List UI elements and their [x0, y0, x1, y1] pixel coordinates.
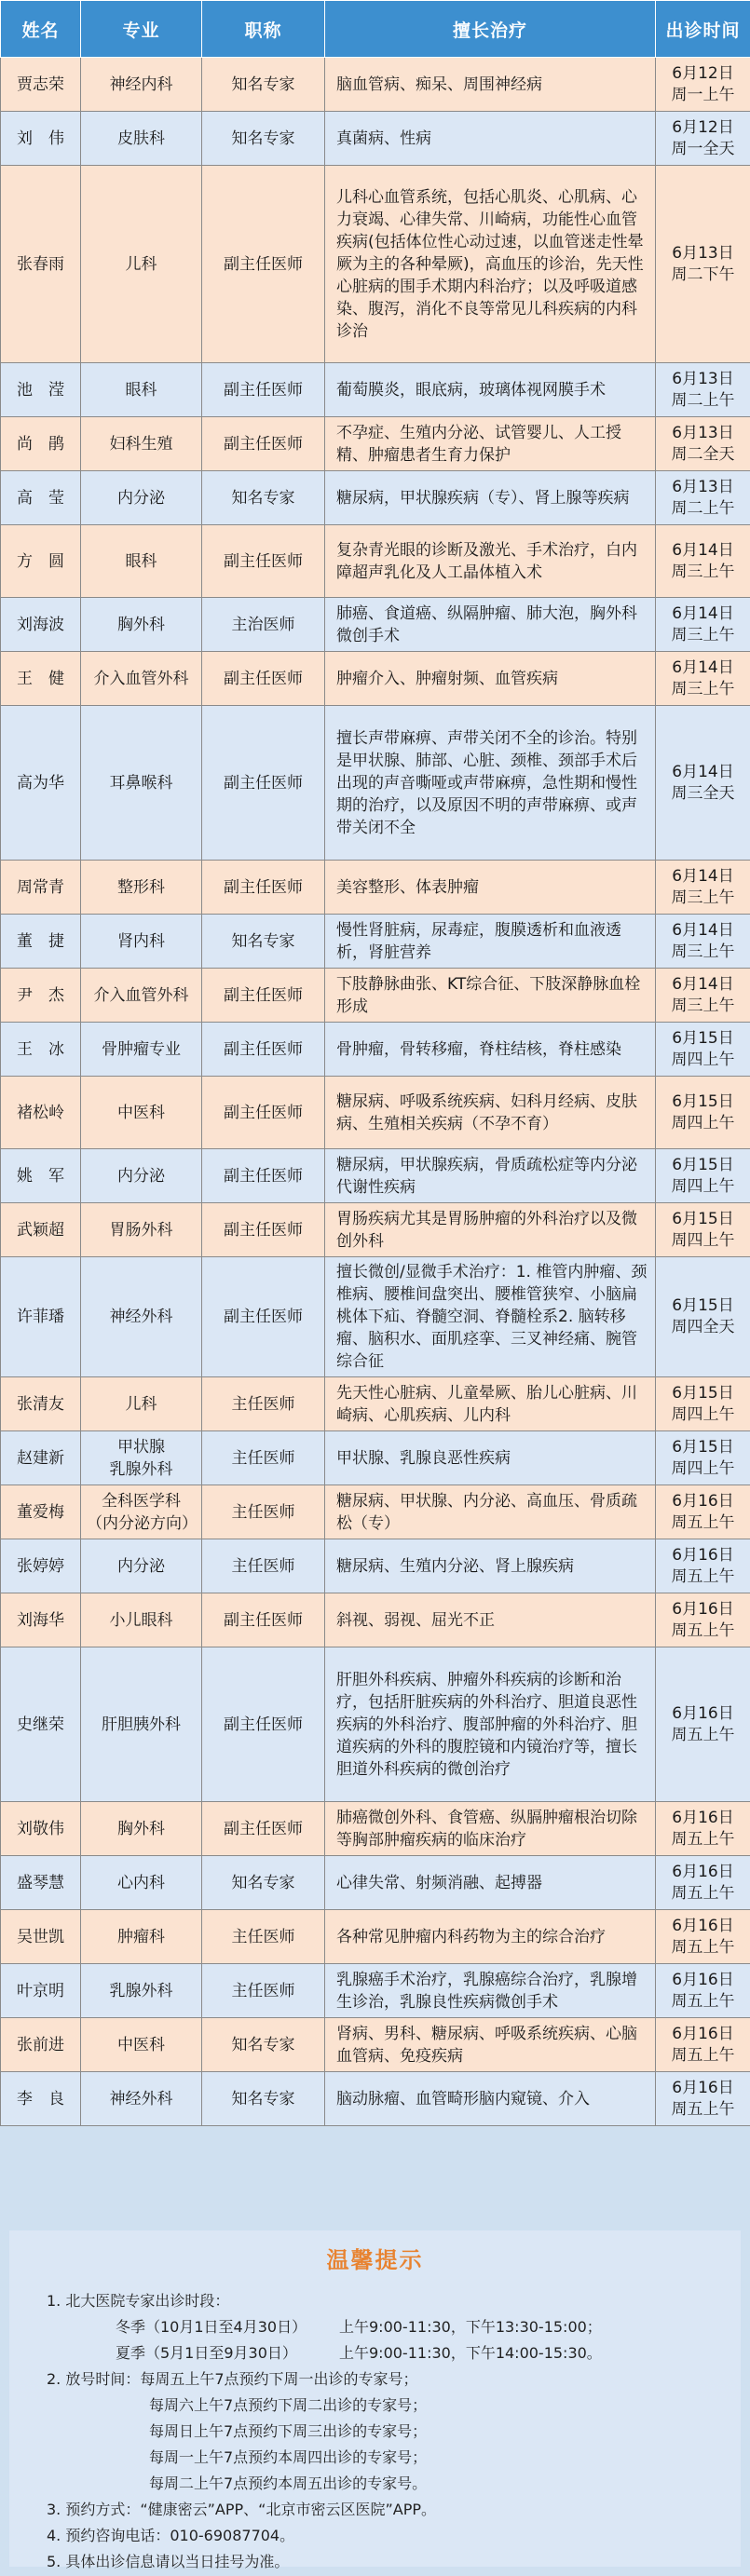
cell-dept	[81, 1203, 202, 1257]
table-row	[1, 166, 750, 363]
table-row	[1, 1856, 750, 1910]
dept-line: 内分泌	[117, 1556, 165, 1576]
time-date: 6月15日	[672, 1209, 734, 1228]
cell-time	[656, 1910, 750, 1964]
cell-name: 高 莹	[1, 471, 81, 525]
header-name: 姓名	[1, 1, 81, 58]
cell-specialty: 美容整形、体表肿瘤	[325, 861, 656, 915]
table-row	[1, 2072, 750, 2126]
tips-body	[47, 2288, 736, 2575]
cell-specialty: 脑动脉瘤、血管畸形脑内窥镜、介入	[325, 2072, 656, 2126]
cell-title: 副主任医师	[202, 1593, 325, 1647]
cell-dept	[81, 1077, 202, 1149]
cell-name: 刘 伟	[1, 112, 81, 166]
table-row	[1, 915, 750, 969]
table-row	[1, 1910, 750, 1964]
cell-time	[656, 1856, 750, 1910]
cell-name: 张婷婷	[1, 1539, 81, 1593]
dept-line: 介入血管外科	[93, 669, 189, 688]
dept-line: 小儿眼科	[109, 1610, 173, 1630]
dept-line: 皮肤科	[117, 129, 165, 148]
cell-name: 刘海波	[1, 598, 81, 652]
time-date: 6月14日	[672, 866, 734, 886]
cell-specialty: 擅长声带麻痹、声带关闭不全的诊治。特别是甲状腺、肺部、心脏、颈椎、颈部手术后出现的声音嘶哑或声带麻痹，急性期和慢性期的治疗，以及原因不明的声带麻痹、或声带关闭不全	[325, 706, 656, 861]
cell-title: 主任医师	[202, 1431, 325, 1485]
cell-time	[656, 598, 750, 652]
table-row	[1, 861, 750, 915]
time-session: 周五上午	[671, 1883, 735, 1903]
cell-name: 王 冰	[1, 1023, 81, 1077]
dept-line: 中医科	[117, 2035, 165, 2054]
tips-winter	[47, 2314, 736, 2340]
dept-line: 儿科	[125, 254, 157, 274]
cell-specialty: 斜视、弱视、屈光不正	[325, 1593, 656, 1647]
table-row	[1, 1077, 750, 1149]
cell-title: 副主任医师	[202, 363, 325, 417]
cell-time	[656, 58, 750, 112]
table-row	[1, 1539, 750, 1593]
cell-specialty: 肺癌微创外科、食管癌、纵膈肿瘤根治切除等胸部肿瘤疾病的临床治疗	[325, 1802, 656, 1856]
time-date: 6月16日	[672, 2078, 734, 2097]
time-date: 6月15日	[672, 1296, 734, 1315]
tips-item-2e: 每周二上午7点预约本周五出诊的专家号。	[149, 2474, 428, 2492]
cell-time	[656, 861, 750, 915]
time-date: 6月16日	[672, 1970, 734, 1989]
cell-name: 褚松岭	[1, 1077, 81, 1149]
cell-title: 副主任医师	[202, 652, 325, 706]
dept-line: 胸外科	[117, 615, 165, 634]
time-date: 6月12日	[672, 117, 734, 137]
cell-time	[656, 1647, 750, 1802]
header-title: 职称	[202, 1, 325, 58]
cell-name: 叶京明	[1, 1964, 81, 2018]
dept-line: 肿瘤科	[117, 1927, 165, 1946]
table-row	[1, 1964, 750, 2018]
cell-dept	[81, 1023, 202, 1077]
time-date: 6月16日	[672, 1703, 734, 1723]
time-date: 6月13日	[672, 243, 734, 263]
cell-time	[656, 1593, 750, 1647]
dept-line: 内分泌	[117, 488, 165, 508]
time-date: 6月13日	[672, 423, 734, 442]
dept-line: （内分泌方向）	[87, 1513, 198, 1533]
cell-name: 董 捷	[1, 915, 81, 969]
cell-dept	[81, 363, 202, 417]
winter-time: 上午9:00-11:30，下午13:30-15:00；	[339, 2318, 602, 2336]
cell-dept	[81, 861, 202, 915]
cell-title: 知名专家	[202, 915, 325, 969]
time-date: 6月15日	[672, 1383, 734, 1403]
table-row	[1, 1485, 750, 1539]
cell-title: 副主任医师	[202, 1257, 325, 1377]
cell-specialty: 复杂青光眼的诊断及激光、手术治疗，白内障超声乳化及人工晶体植入术	[325, 525, 656, 598]
time-session: 周三全天	[671, 783, 735, 803]
tips-item-3: 3. 预约方式：“健康密云”APP、“北京市密云区医院”APP。	[47, 2501, 436, 2518]
cell-name: 董爱梅	[1, 1485, 81, 1539]
tips-title: 温馨提示	[326, 2247, 424, 2273]
time-session: 周五上午	[671, 2099, 735, 2119]
time-session: 周五上午	[671, 1620, 735, 1640]
cell-title: 副主任医师	[202, 1203, 325, 1257]
cell-time	[656, 706, 750, 861]
cell-dept	[81, 706, 202, 861]
table-row	[1, 1149, 750, 1203]
time-session: 周三上午	[671, 942, 735, 961]
dept-line: 甲状腺	[117, 1437, 165, 1457]
tips-item-2c: 每周日上午7点预约下周三出诊的专家号；	[149, 2422, 428, 2440]
header-dept: 专业	[81, 1, 202, 58]
time-session: 周一全天	[671, 139, 735, 158]
table-row	[1, 1257, 750, 1377]
time-session: 周三上午	[671, 625, 735, 644]
time-session: 周五上午	[671, 1725, 735, 1744]
cell-specialty: 心律失常、射频消融、起搏器	[325, 1856, 656, 1910]
cell-name: 刘海华	[1, 1593, 81, 1647]
cell-dept	[81, 1539, 202, 1593]
cell-time	[656, 1077, 750, 1149]
cell-specialty: 胃肠疾病尤其是胃肠肿瘤的外科治疗以及微创外科	[325, 1203, 656, 1257]
time-session: 周三上午	[671, 996, 735, 1015]
cell-dept	[81, 598, 202, 652]
cell-specialty: 骨肿瘤，骨转移瘤，脊柱结核，脊柱感染	[325, 1023, 656, 1077]
table-row	[1, 652, 750, 706]
table-row	[1, 1802, 750, 1856]
cell-time	[656, 1485, 750, 1539]
cell-specialty: 儿科心血管系统，包括心肌炎、心肌病、心力衰竭、心律失常、川崎病，功能性心血管疾病(包括体位性心动过速，以血管迷走性晕厥为主的各种晕厥)，高血压的诊治，先天性心脏病的围手术期内科治疗；以及呼吸道感染、腹泻，消化不良等常见儿科疾病的内科诊治	[325, 166, 656, 363]
tips-box	[9, 2230, 741, 2570]
cell-specialty: 甲状腺、乳腺良恶性疾病	[325, 1431, 656, 1485]
cell-dept	[81, 1485, 202, 1539]
cell-dept	[81, 915, 202, 969]
cell-time	[656, 915, 750, 969]
time-session: 周二下午	[671, 264, 735, 284]
cell-title: 副主任医师	[202, 417, 325, 471]
cell-time	[656, 1023, 750, 1077]
cell-title: 副主任医师	[202, 1647, 325, 1802]
cell-time	[656, 166, 750, 363]
cell-name: 方 圆	[1, 525, 81, 598]
time-date: 6月14日	[672, 603, 734, 623]
time-date: 6月16日	[672, 1491, 734, 1511]
table-row	[1, 417, 750, 471]
cell-name: 尚 鹃	[1, 417, 81, 471]
time-session: 周五上午	[671, 1937, 735, 1957]
cell-specialty: 肿瘤介入、肿瘤射频、血管疾病	[325, 652, 656, 706]
cell-dept	[81, 2072, 202, 2126]
cell-title: 主任医师	[202, 1964, 325, 2018]
cell-dept	[81, 1593, 202, 1647]
cell-dept	[81, 471, 202, 525]
dept-line: 肾内科	[117, 931, 165, 951]
table-row	[1, 1203, 750, 1257]
dept-line: 妇科生殖	[109, 434, 173, 454]
cell-time	[656, 969, 750, 1023]
cell-specialty: 肾病、男科、糖尿病、呼吸系统疾病、心脑血管病、免疫疾病	[325, 2018, 656, 2072]
time-session: 周二全天	[671, 444, 735, 464]
cell-title: 副主任医师	[202, 861, 325, 915]
cell-dept	[81, 1431, 202, 1485]
cell-dept	[81, 2018, 202, 2072]
cell-time	[656, 1149, 750, 1203]
cell-time	[656, 525, 750, 598]
cell-time	[656, 471, 750, 525]
table-row	[1, 1593, 750, 1647]
table-row	[1, 58, 750, 112]
cell-specialty: 各种常见肿瘤内科药物为主的综合治疗	[325, 1910, 656, 1964]
dept-line: 内分泌	[117, 1166, 165, 1186]
cell-name: 张春雨	[1, 166, 81, 363]
cell-dept	[81, 652, 202, 706]
dept-line: 神经内科	[109, 75, 173, 94]
time-session: 周四上午	[671, 1113, 735, 1132]
cell-specialty: 不孕症、生殖内分泌、试管婴儿、人工授精、肿瘤患者生育力保护	[325, 417, 656, 471]
cell-specialty: 脑血管病、痴呆、周围神经病	[325, 58, 656, 112]
cell-name: 姚 军	[1, 1149, 81, 1203]
table-row	[1, 969, 750, 1023]
time-date: 6月15日	[672, 1155, 734, 1174]
cell-title: 主任医师	[202, 1910, 325, 1964]
time-date: 6月14日	[672, 540, 734, 560]
cell-specialty: 糖尿病，甲状腺疾病，骨质疏松症等内分泌代谢性疾病	[325, 1149, 656, 1203]
cell-title: 副主任医师	[202, 1149, 325, 1203]
tips-item-2b: 每周六上午7点预约下周二出诊的专家号；	[149, 2396, 428, 2414]
dept-line: 眼科	[125, 380, 157, 400]
table-row	[1, 471, 750, 525]
cell-specialty: 肺癌、食道癌、纵隔肿瘤、肺大泡，胸外科微创手术	[325, 598, 656, 652]
cell-dept	[81, 1257, 202, 1377]
cell-specialty: 糖尿病、甲状腺、内分泌、高血压、骨质疏松（专）	[325, 1485, 656, 1539]
table-row	[1, 112, 750, 166]
table-row	[1, 2018, 750, 2072]
time-session: 周五上午	[671, 1566, 735, 1586]
cell-title: 主治医师	[202, 598, 325, 652]
cell-name: 吴世凯	[1, 1910, 81, 1964]
dept-line: 中医科	[117, 1103, 165, 1122]
time-date: 6月14日	[672, 974, 734, 994]
cell-title: 副主任医师	[202, 1802, 325, 1856]
cell-specialty: 乳腺癌手术治疗，乳腺癌综合治疗，乳腺增生诊治，乳腺良性疾病微创手术	[325, 1964, 656, 2018]
cell-specialty: 慢性肾脏病，尿毒症，腹膜透析和血液透析，肾脏营养	[325, 915, 656, 969]
cell-specialty: 葡萄膜炎，眼底病，玻璃体视网膜手术	[325, 363, 656, 417]
table-row	[1, 1431, 750, 1485]
cell-time	[656, 417, 750, 471]
cell-dept	[81, 1149, 202, 1203]
time-session: 周五上午	[671, 2045, 735, 2065]
dept-line: 心内科	[117, 1873, 165, 1892]
dept-line: 全科医学科	[102, 1491, 181, 1511]
cell-title: 知名专家	[202, 1856, 325, 1910]
time-date: 6月12日	[672, 63, 734, 83]
cell-title: 副主任医师	[202, 1077, 325, 1149]
cell-name: 周常青	[1, 861, 81, 915]
cell-name: 李 良	[1, 2072, 81, 2126]
time-date: 6月16日	[672, 1545, 734, 1565]
time-session: 周四上午	[671, 1230, 735, 1250]
cell-title: 副主任医师	[202, 166, 325, 363]
dept-line: 儿科	[125, 1394, 157, 1414]
cell-title: 知名专家	[202, 2072, 325, 2126]
cell-specialty: 真菌病、性病	[325, 112, 656, 166]
tips-item-1: 1. 北大医院专家出诊时段：	[47, 2292, 230, 2310]
table-row	[1, 1377, 750, 1431]
cell-time	[656, 1431, 750, 1485]
cell-time	[656, 2018, 750, 2072]
time-session: 周四上午	[671, 1404, 735, 1424]
winter-label: 冬季（10月1日至4月30日）	[116, 2318, 307, 2336]
dept-line: 肝胆胰外科	[102, 1715, 181, 1734]
time-session: 周二上午	[671, 498, 735, 518]
time-date: 6月15日	[672, 1091, 734, 1111]
time-session: 周四上午	[671, 1050, 735, 1069]
dept-line: 整形科	[117, 877, 165, 897]
cell-dept	[81, 1802, 202, 1856]
cell-name: 盛琴慧	[1, 1856, 81, 1910]
cell-name: 张清友	[1, 1377, 81, 1431]
header-specialty: 擅长治疗	[325, 1, 656, 58]
cell-time	[656, 112, 750, 166]
dept-line: 介入血管外科	[93, 985, 189, 1005]
table-row	[1, 363, 750, 417]
cell-time	[656, 363, 750, 417]
header-time: 出诊时间	[656, 1, 750, 58]
table-row	[1, 1023, 750, 1077]
cell-dept	[81, 112, 202, 166]
dept-line: 乳腺外科	[109, 1981, 173, 2000]
cell-time	[656, 1964, 750, 2018]
time-session: 周三上午	[671, 679, 735, 698]
time-date: 6月15日	[672, 1028, 734, 1048]
cell-specialty: 先天性心脏病、儿童晕厥、胎儿心脏病、川崎病、心肌疾病、儿内科	[325, 1377, 656, 1431]
time-session: 周四全天	[671, 1318, 735, 1336]
cell-title: 主任医师	[202, 1377, 325, 1431]
time-date: 6月16日	[672, 1916, 734, 1935]
time-session: 周五上午	[671, 1512, 735, 1532]
table-header-row	[1, 1, 750, 58]
cell-specialty: 糖尿病，甲状腺疾病（专）、肾上腺等疾病	[325, 471, 656, 525]
time-session: 周四上午	[671, 1176, 735, 1196]
dept-line: 骨肿瘤专业	[102, 1039, 181, 1059]
cell-specialty: 肝胆外科疾病、肿瘤外科疾病的诊断和治疗，包括肝脏疾病的外科治疗、胆道良恶性疾病的外科治疗、腹部肿瘤的外科治疗、胆道疾病的外科的腹腔镜和内镜治疗等，擅长胆道外科疾病的微创治疗	[325, 1647, 656, 1802]
dept-line: 耳鼻喉科	[109, 773, 173, 793]
tips-item-2d: 每周一上午7点预约本周四出诊的专家号；	[149, 2448, 428, 2466]
table-row	[1, 525, 750, 598]
tips-item-4: 4. 预约咨询电话：010-69087704。	[47, 2527, 295, 2544]
time-session: 周五上午	[671, 1829, 735, 1849]
cell-dept	[81, 1964, 202, 2018]
table-row	[1, 1647, 750, 1802]
cell-title: 知名专家	[202, 2018, 325, 2072]
time-date: 6月14日	[672, 762, 734, 781]
cell-title: 主任医师	[202, 1539, 325, 1593]
dept-line: 胃肠外科	[109, 1220, 173, 1240]
cell-name: 高为华	[1, 706, 81, 861]
cell-dept	[81, 1910, 202, 1964]
cell-name: 张前进	[1, 2018, 81, 2072]
dept-line: 乳腺外科	[109, 1459, 173, 1479]
cell-time	[656, 1257, 750, 1377]
cell-dept	[81, 1377, 202, 1431]
cell-name: 许菲璠	[1, 1257, 81, 1377]
cell-name: 武颖超	[1, 1203, 81, 1257]
cell-name: 王 健	[1, 652, 81, 706]
cell-specialty: 糖尿病、呼吸系统疾病、妇科月经病、皮肤病、生殖相关疾病（不孕不育）	[325, 1077, 656, 1149]
tips-item-5: 5. 具体出诊信息请以当日挂号为准。	[47, 2553, 290, 2570]
cell-time	[656, 1802, 750, 1856]
time-date: 6月13日	[672, 369, 734, 388]
time-date: 6月16日	[672, 2024, 734, 2043]
cell-dept	[81, 1856, 202, 1910]
summer-time: 上午9:00-11:30，下午14:00-15:30。	[339, 2344, 602, 2362]
cell-title: 知名专家	[202, 471, 325, 525]
cell-name: 史继荣	[1, 1647, 81, 1802]
time-date: 6月16日	[672, 1862, 734, 1881]
time-session: 周二上午	[671, 390, 735, 410]
cell-name: 刘敬伟	[1, 1802, 81, 1856]
cell-dept	[81, 58, 202, 112]
cell-title: 副主任医师	[202, 706, 325, 861]
cell-name: 池 滢	[1, 363, 81, 417]
time-date: 6月15日	[672, 1437, 734, 1457]
cell-name: 赵建新	[1, 1431, 81, 1485]
cell-name: 贾志荣	[1, 58, 81, 112]
cell-time	[656, 2072, 750, 2126]
time-session: 周四上午	[671, 1458, 735, 1478]
time-session: 周三上午	[671, 562, 735, 581]
cell-title: 知名专家	[202, 112, 325, 166]
cell-time	[656, 652, 750, 706]
time-date: 6月16日	[672, 1599, 734, 1619]
tips-summer	[47, 2340, 736, 2366]
cell-dept	[81, 525, 202, 598]
cell-time	[656, 1539, 750, 1593]
time-date: 6月14日	[672, 920, 734, 940]
cell-name: 尹 杰	[1, 969, 81, 1023]
cell-dept	[81, 969, 202, 1023]
cell-dept	[81, 166, 202, 363]
dept-line: 眼科	[125, 551, 157, 571]
summer-label: 夏季（5月1日至9月30日）	[116, 2344, 297, 2362]
time-date: 6月13日	[672, 477, 734, 496]
time-session: 周三上午	[671, 888, 735, 907]
cell-specialty: 糖尿病、生殖内分泌、肾上腺疾病	[325, 1539, 656, 1593]
cell-dept	[81, 1647, 202, 1802]
time-date: 6月16日	[672, 1808, 734, 1827]
cell-title: 副主任医师	[202, 969, 325, 1023]
cell-specialty: 擅长微创/显微手术治疗：1. 椎管内肿瘤、颈椎病、腰椎间盘突出、腰椎管狭窄、小脑扁桃体下疝、脊髓空洞、脊髓栓系2. 脑转移瘤、脑积水、面肌痉挛、三叉神经痛、腕管综合征	[325, 1257, 656, 1377]
dept-line: 胸外科	[117, 1819, 165, 1838]
cell-title: 主任医师	[202, 1485, 325, 1539]
table-row	[1, 706, 750, 861]
time-session: 周一上午	[671, 85, 735, 104]
dept-line: 神经外科	[109, 2089, 173, 2108]
cell-dept	[81, 417, 202, 471]
cell-title: 副主任医师	[202, 1023, 325, 1077]
tips-item-2: 2. 放号时间：每周五上午7点预约下周一出诊的专家号；	[47, 2370, 418, 2388]
cell-title: 知名专家	[202, 58, 325, 112]
cell-time	[656, 1377, 750, 1431]
cell-specialty: 下肢静脉曲张、KT综合征、下肢深静脉血栓形成	[325, 969, 656, 1023]
dept-line: 神经外科	[109, 1308, 173, 1326]
cell-time	[656, 1203, 750, 1257]
cell-title: 副主任医师	[202, 525, 325, 598]
time-session: 周五上午	[671, 1991, 735, 2011]
time-date: 6月14日	[672, 658, 734, 677]
table-row	[1, 598, 750, 652]
